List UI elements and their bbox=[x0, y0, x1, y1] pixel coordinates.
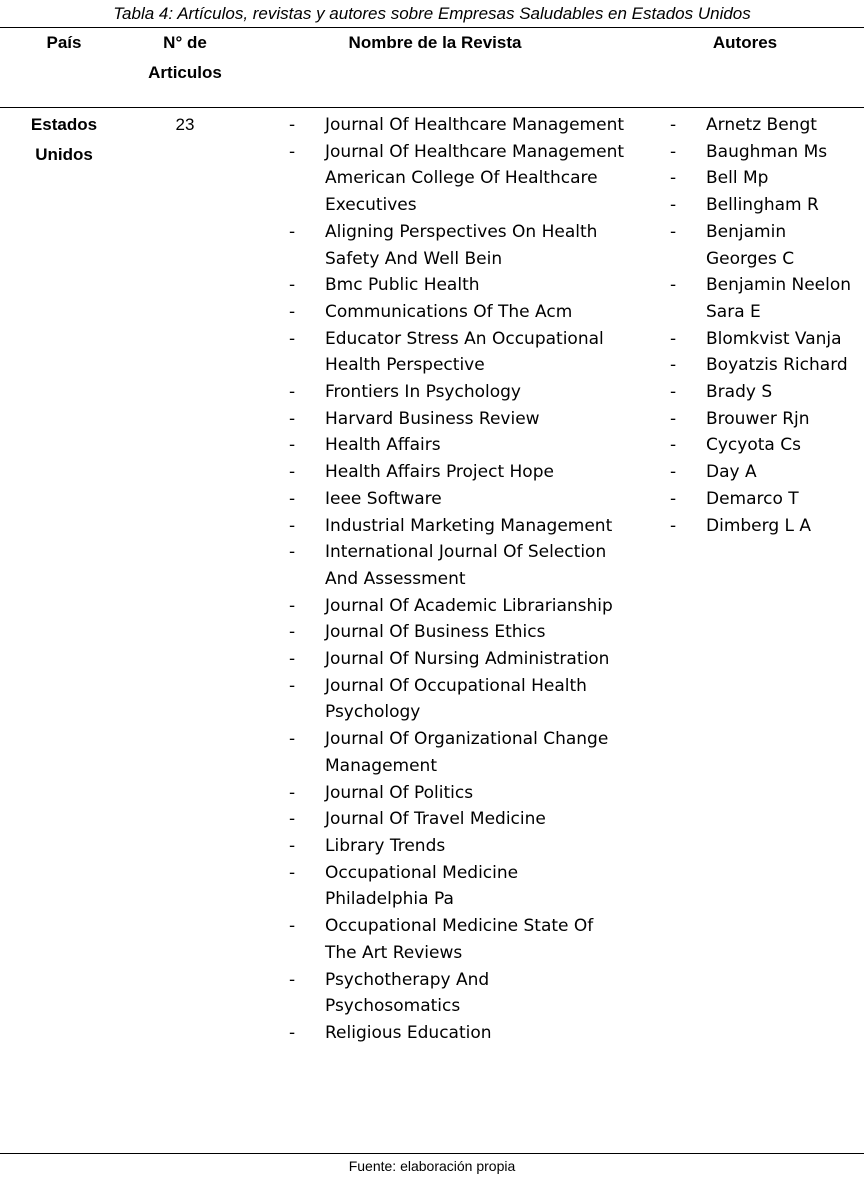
header-autores: Autores bbox=[712, 33, 778, 52]
journal-item bbox=[289, 459, 625, 486]
table-source-note: Fuente: elaboración propia bbox=[348, 1158, 516, 1174]
dash-bullet: - bbox=[289, 542, 296, 563]
journal-item-text: Aligning Perspectives On Health Safety And Well Bein bbox=[325, 221, 598, 269]
journal-item bbox=[289, 139, 625, 219]
dash-bullet: - bbox=[289, 221, 296, 242]
author-item bbox=[670, 432, 856, 459]
journal-item bbox=[289, 432, 625, 459]
dash-bullet: - bbox=[670, 195, 677, 216]
dash-bullet: - bbox=[670, 488, 677, 509]
table-bottom-rule bbox=[0, 1153, 864, 1154]
dash-bullet: - bbox=[289, 729, 296, 750]
dash-bullet: - bbox=[289, 462, 296, 483]
journal-list bbox=[289, 112, 625, 1047]
author-item-text: Blomkvist Vanja bbox=[706, 328, 842, 349]
journal-item bbox=[289, 967, 625, 1020]
journal-item-text: Journal Of Nursing Administration bbox=[325, 649, 610, 670]
dash-bullet: - bbox=[289, 141, 296, 162]
journal-item-text: Journal Of Politics bbox=[325, 782, 474, 803]
author-item bbox=[670, 352, 856, 379]
dash-bullet: - bbox=[670, 435, 677, 456]
header-bottom-rule bbox=[0, 107, 864, 108]
dash-bullet: - bbox=[289, 649, 296, 670]
journal-item bbox=[289, 806, 625, 833]
author-item-text: Bell Mp bbox=[706, 168, 769, 189]
journal-item bbox=[289, 780, 625, 807]
journal-item bbox=[289, 833, 625, 860]
journal-item bbox=[289, 1020, 625, 1047]
author-item bbox=[670, 112, 856, 139]
author-item bbox=[670, 272, 856, 325]
dash-bullet: - bbox=[289, 835, 296, 856]
journal-item-text: Health Affairs bbox=[325, 435, 441, 456]
journal-item bbox=[289, 673, 625, 726]
journal-item-text: Journal Of Organizational Change Management bbox=[325, 729, 609, 776]
journal-item-text: Psychotherapy And Psychosomatics bbox=[325, 969, 490, 1017]
dash-bullet: - bbox=[289, 275, 296, 296]
journal-item-text: International Journal Of Selection And Assessment bbox=[325, 542, 607, 589]
header-nombre-revista: Nombre de la Revista bbox=[348, 33, 522, 52]
author-item-text: Day A bbox=[706, 462, 757, 483]
journal-item-text: Health Affairs Project Hope bbox=[325, 462, 554, 483]
journal-item-text: Journal Of Academic Librarianship bbox=[325, 595, 613, 616]
table-caption: Tabla 4: Artículos, revistas y autores sobre Empresas Saludables en Estados Unidos bbox=[113, 4, 751, 23]
author-item-text: Demarco T bbox=[706, 488, 799, 509]
dash-bullet: - bbox=[670, 355, 677, 376]
journal-item-text: Religious Education bbox=[325, 1022, 492, 1043]
journal-item bbox=[289, 913, 625, 966]
journal-item-text: Journal Of Travel Medicine bbox=[325, 809, 546, 830]
dash-bullet: - bbox=[289, 382, 296, 403]
author-item-text: Brady S bbox=[706, 382, 773, 403]
author-item bbox=[670, 406, 856, 433]
journal-item-text: Bmc Public Health bbox=[325, 275, 480, 296]
dash-bullet: - bbox=[670, 328, 677, 349]
journal-item bbox=[289, 646, 625, 673]
dash-bullet: - bbox=[289, 622, 296, 643]
header-pais: País bbox=[46, 33, 82, 52]
journal-item bbox=[289, 379, 625, 406]
journal-item bbox=[289, 513, 625, 540]
author-item bbox=[670, 192, 856, 219]
journal-item-text: Journal Of Occupational Health Psychology bbox=[325, 675, 587, 723]
dash-bullet: - bbox=[289, 782, 296, 803]
author-item bbox=[670, 165, 856, 192]
journal-item-text: Industrial Marketing Management bbox=[325, 515, 613, 536]
author-item-text: Arnetz Bengt bbox=[706, 115, 817, 135]
author-item-text: Baughman Ms bbox=[706, 141, 828, 162]
author-item bbox=[670, 379, 856, 406]
journal-item bbox=[289, 619, 625, 646]
country-cell: Estados Unidos bbox=[30, 115, 98, 164]
journal-item-text: Educator Stress An Occupational Health Perspective bbox=[325, 328, 604, 376]
dash-bullet: - bbox=[289, 408, 296, 429]
dash-bullet: - bbox=[670, 382, 677, 403]
journal-item bbox=[289, 593, 625, 620]
dash-bullet: - bbox=[289, 488, 296, 509]
dash-bullet: - bbox=[289, 969, 296, 990]
dash-bullet: - bbox=[670, 462, 677, 483]
author-item-text: Cycyota Cs bbox=[706, 435, 801, 456]
dash-bullet: - bbox=[670, 141, 677, 162]
author-item-text: Brouwer Rjn bbox=[706, 408, 810, 429]
journal-item bbox=[289, 539, 625, 592]
article-count-cell: 23 bbox=[175, 115, 195, 134]
dash-bullet: - bbox=[670, 408, 677, 429]
dash-bullet: - bbox=[289, 675, 296, 696]
journal-item-text: Library Trends bbox=[325, 835, 446, 856]
dash-bullet: - bbox=[289, 1022, 296, 1043]
journal-item bbox=[289, 406, 625, 433]
header-num-articulos: N° de Articulos bbox=[148, 33, 222, 82]
author-list bbox=[670, 112, 856, 539]
author-item bbox=[670, 219, 856, 272]
dash-bullet: - bbox=[670, 515, 677, 536]
author-item bbox=[670, 486, 856, 513]
dash-bullet: - bbox=[289, 809, 296, 830]
journal-item-text: Journal Of Healthcare Management bbox=[325, 115, 625, 135]
dash-bullet: - bbox=[670, 115, 677, 135]
journal-item bbox=[289, 112, 625, 139]
journal-item bbox=[289, 860, 625, 913]
dash-bullet: - bbox=[289, 862, 296, 883]
dash-bullet: - bbox=[289, 595, 296, 616]
author-item bbox=[670, 513, 856, 540]
author-item bbox=[670, 139, 856, 166]
dash-bullet: - bbox=[670, 168, 677, 189]
journal-item bbox=[289, 219, 625, 272]
dash-bullet: - bbox=[289, 515, 296, 536]
journal-item-text: Harvard Business Review bbox=[325, 408, 540, 429]
journal-item-text: Communications Of The Acm bbox=[325, 301, 573, 322]
author-item-text: Boyatzis Richard bbox=[706, 355, 848, 376]
author-item-text: Dimberg L A bbox=[706, 515, 812, 536]
journal-item-text: Ieee Software bbox=[325, 488, 442, 509]
dash-bullet: - bbox=[289, 916, 296, 937]
journal-item bbox=[289, 272, 625, 299]
dash-bullet: - bbox=[289, 328, 296, 349]
author-item-text: Bellingham R bbox=[706, 195, 819, 216]
journal-item-text: Journal Of Healthcare Management American College Of Healthcare Executives bbox=[325, 141, 625, 216]
journal-item bbox=[289, 486, 625, 513]
author-item-text: Benjamin Neelon Sara E bbox=[706, 275, 852, 322]
author-item-text: Benjamin Georges C bbox=[706, 221, 795, 269]
journal-item-text: Journal Of Business Ethics bbox=[325, 622, 546, 643]
author-item bbox=[670, 459, 856, 486]
journal-item-text: Occupational Medicine Philadelphia Pa bbox=[325, 862, 519, 910]
dash-bullet: - bbox=[289, 301, 296, 322]
journal-item bbox=[289, 299, 625, 326]
journal-item-text: Occupational Medicine State Of The Art Reviews bbox=[325, 916, 594, 963]
dash-bullet: - bbox=[670, 221, 677, 242]
dash-bullet: - bbox=[289, 435, 296, 456]
author-item bbox=[670, 326, 856, 353]
journal-item bbox=[289, 726, 625, 779]
journal-item bbox=[289, 326, 625, 379]
dash-bullet: - bbox=[289, 115, 296, 135]
journal-item-text: Frontiers In Psychology bbox=[325, 382, 521, 403]
dash-bullet: - bbox=[670, 275, 677, 296]
